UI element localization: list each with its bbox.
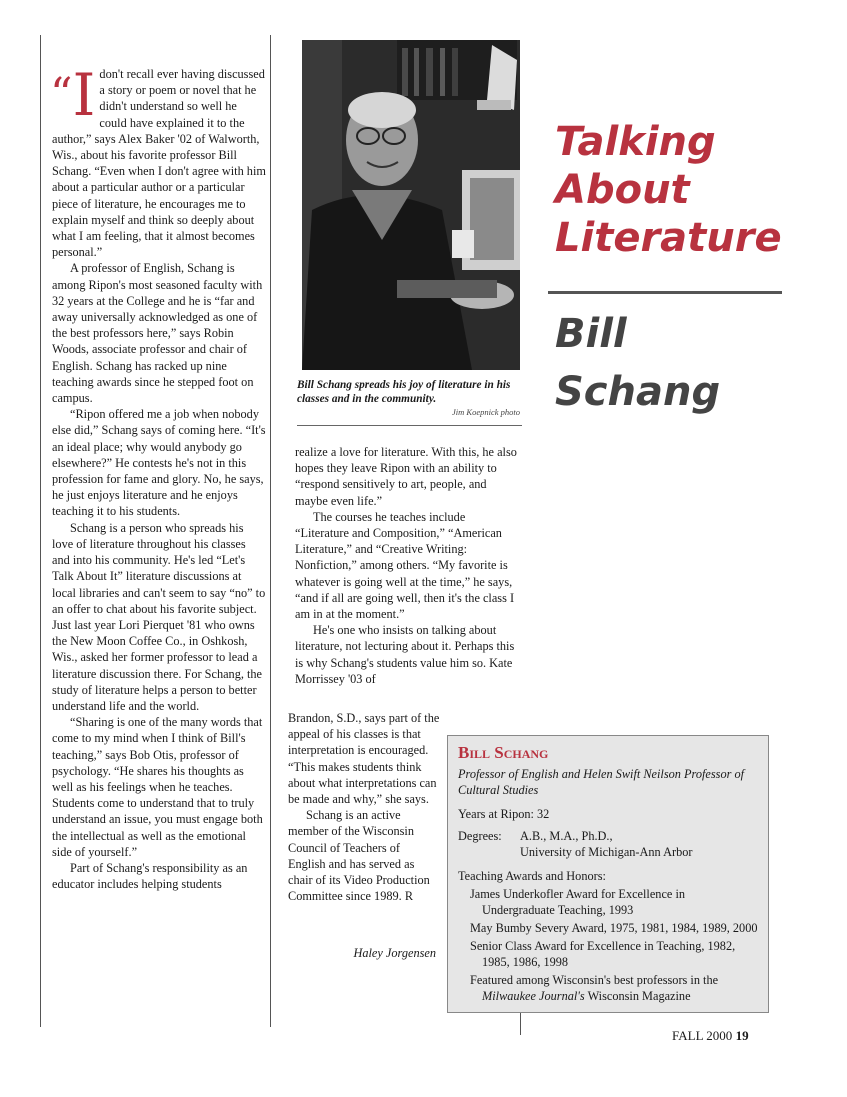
award-item: James Underkofler Award for Excellence in Undergraduate Teaching, 1993 [470, 887, 686, 917]
article-paragraph: Brandon, S.D., says part of the appeal of his classes is that interpretation is encouraged. “This makes students think about what interpretations can be made and why,” she says. [288, 711, 440, 807]
awards-heading: Teaching Awards and Honors: [458, 869, 606, 883]
column-rule-mid [270, 35, 271, 1027]
portrait-photo [302, 40, 520, 370]
subject-first-name: Bill [555, 311, 627, 357]
column-rule-left [40, 35, 41, 1027]
article-paragraph: “Ripon offered me a job when nobody else did,” Schang says of coming here. “It's an ideal place; why would anybody go elsewhere?” He contests he's not in this profession for fame and glory. No, he says, he just enjoys literature and he enjoys teaching it to his students. [52, 407, 266, 519]
subject-name [555, 305, 720, 421]
sidebar-degrees [458, 828, 758, 860]
award-item: May Bumby Severy Award, 1975, 1981, 1984, 1989, 2000 [470, 921, 758, 935]
article-paragraph: realize a love for literature. With this, he also hopes they leave Ripon with an ability to “respond sensitively to art, people, and maybe even life.” [295, 445, 517, 508]
article-paragraph: “Sharing is one of the many words that come to my mind when I think of Bill's teaching,” says Bob Otis, professor of psychology. “He shares his thoughts as well as his feelings when he teaches. Students come to understand that to truly understand an issue, you must engage both the intellectual as well as the emotional side of yourself.” [52, 715, 263, 859]
photo-caption: Bill Schang spreads his joy of literature in his classes and in the community. [297, 379, 511, 405]
article-paragraph: “I don't recall ever having discussed a story or poem or novel that he didn't understand so well he could have explained it to the author,” says Alex Baker '02 of Walworth, Wis., about his favorite professor Bill Schang. “Even when I don't agree with him about a particular author or a particular piece of literature, he encourages me to explain myself and think so deeply about what I am feeling, that it almost becomes personal.” [50, 61, 266, 260]
article-paragraph: Schang is a person who spreads his love of literature throughout his classes and into his community. He's led “Let's Talk About It” literature discussions at local libraries and can't seem to say “no” to an offer to chat about his favorite subject. Just last year Lori Pierquet '81 who owns the New Moon Coffee Co., in Oshkosh, Wis., asked her former professor to lead a literature discussion there. For Schang, the study of literature helps a person to better understand life and the world. [52, 520, 266, 713]
sidebar-title: Professor of English and Helen Swift Neilson Professor of Cultural Studies [458, 767, 745, 797]
award-item: Featured among Wisconsin's best professors in the Milwaukee Journal's Wisconsin Magazine [470, 973, 719, 1003]
article-paragraph: Schang is an active member of the Wisconsin Council of Teachers of English and has served as chair of its Video Production Committee since 1989. R [288, 808, 430, 904]
article-paragraph: A professor of English, Schang is among Ripon's most seasoned faculty with 32 years at the College and he is “far and away universally acknowledged as one of the best professors here,” says Robin Woods, associate professor and chair of English. Schang has racked up nine teaching awards since he stepped foot on campus. [52, 261, 263, 406]
article-paragraph: He's one who insists on talking about literature, not lecturing about it. Perhaps this is why Schang's students value him so. Kate Morrissey '03 of [295, 623, 515, 686]
author-byline: Haley Jorgensen [353, 946, 436, 960]
drop-cap: “I [50, 61, 96, 129]
article-column-2 [295, 444, 517, 687]
sidebar-years: Years at Ripon: 32 [458, 807, 550, 821]
award-item: Senior Class Award for Excellence in Teaching, 1982, 1985, 1986, 1998 [470, 939, 736, 969]
caption-divider [297, 425, 522, 426]
page-number: 19 [735, 1028, 749, 1043]
photo-credit: Jim Koepnick photo [452, 407, 520, 417]
headline-line-1: Talking [555, 119, 716, 165]
profile-sidebar [447, 735, 769, 1013]
headline [555, 118, 782, 262]
subject-last-name: Schang [555, 369, 721, 415]
issue-label: FALL 2000 [672, 1028, 733, 1043]
article-paragraph: The courses he teaches include “Literature and Composition,” “American Literature,” and “Creative Writing: Nonfiction,” among others. “My favorite is whatever is going well at the time,” he says, “and if all are going well, then it's the class I am in at the moment.” [295, 509, 515, 622]
page-footer [672, 1028, 749, 1044]
portrait-image [302, 40, 520, 370]
sidebar-name: Bill Schang [458, 743, 549, 762]
headline-line-3: Literature [555, 215, 782, 261]
headline-underline [548, 291, 782, 294]
article-column-2-narrow [288, 710, 440, 904]
article-column-1 [50, 61, 266, 892]
degrees-label: Degrees: [458, 829, 502, 843]
end-mark: R [404, 889, 414, 904]
degrees-value: A.B., M.A., Ph.D., University of Michigan-Ann Arbor [520, 829, 693, 859]
article-paragraph: Part of Schang's responsibility as an educator includes helping students [52, 860, 248, 892]
headline-line-2: About [555, 167, 690, 213]
